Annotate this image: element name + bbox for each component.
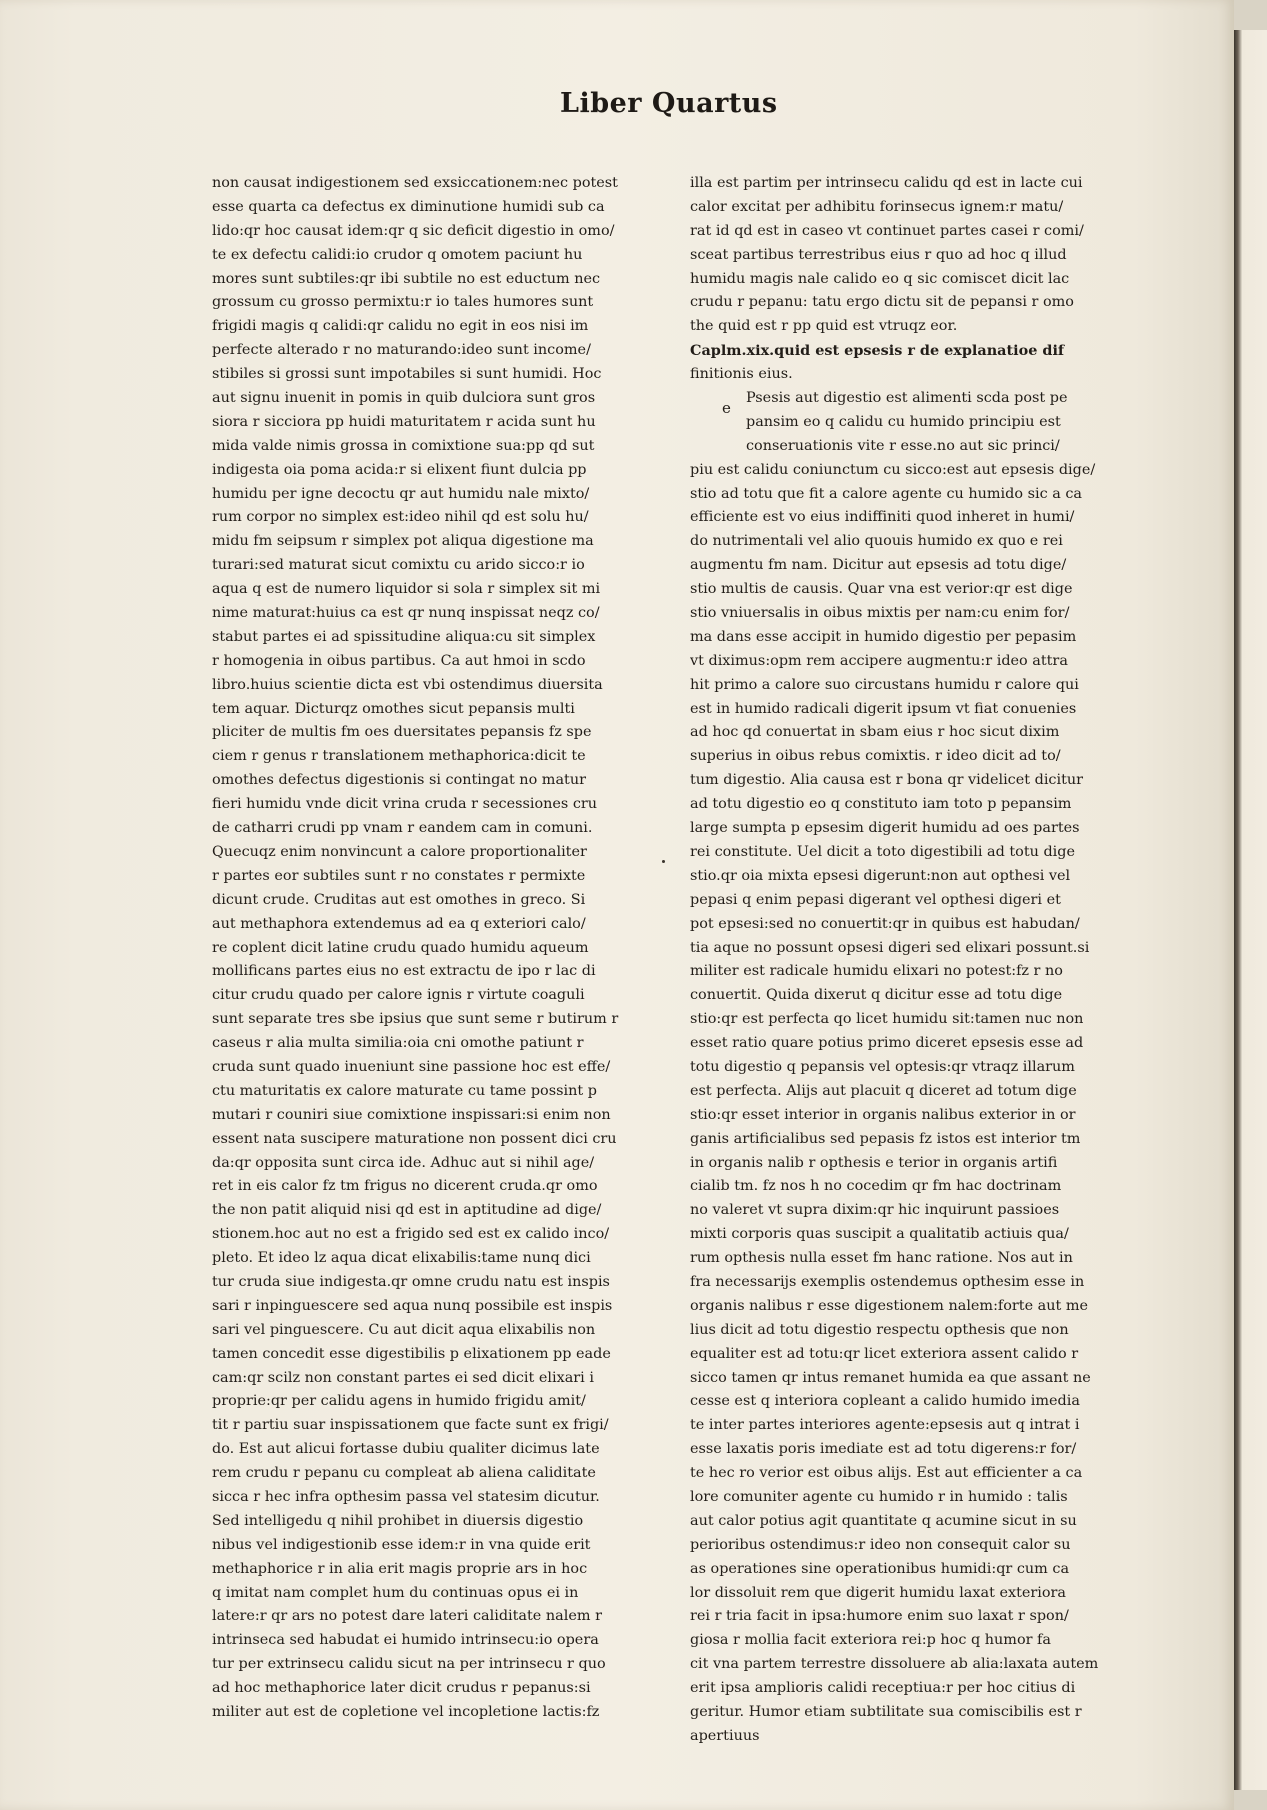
text-line: lius dicit ad totu digestio respectu opthesis que non [690,1321,1069,1338]
text-line: ganis artificialibus sed pepasis fz istos est interior tm [690,1130,1081,1147]
text-line: mutari r couniri siue comixtione inspissari:si enim non [212,1106,611,1123]
text-line: cit vna partem terrestre dissoluere ab alia:laxata autem [690,1656,1099,1673]
text-line: est in humido radicali digerit ipsum vt fiat conuenies [690,700,1077,717]
text-line: cialib tm. fz nos h no cocedim qr fm hac doctrinam [690,1178,1062,1195]
text-line: sicca r hec infra opthesim passa vel statesim dicutur. [212,1488,600,1505]
text-line: tum digestio. Alia causa est r bona qr videlicet dicitur [690,772,1084,789]
text-line: efficiente est vo eius indiffiniti quod inheret in humi/ [690,509,1075,526]
text-line: Sed intelligedu q nihil prohibet in diuersis digestio [212,1512,584,1529]
text-line: rat id qd est in caseo vt continuet partes casei r comi/ [690,222,1084,239]
text-line: rei r tria facit in ipsa:humore enim suo laxat r spon/ [690,1608,1069,1625]
text-line: tur cruda siue indigesta.qr omne crudu natu est inspis [212,1273,610,1290]
text-line: dicunt crude. Cruditas aut est omothes in greco. Si [212,891,586,908]
text-line: frigidi magis q calidi:qr calidu no egit in eos nisi im [212,318,589,335]
text-line: de catharri crudi pp vnam r eandem cam in comuni. [212,820,593,837]
text-line: ad hoc methaphorice later dicit crudus r pepanus:si [212,1680,591,1697]
text-line: stabut partes ei ad spissitudine aliqua:cu sit simplex [212,628,596,645]
text-line: tem aquar. Dicturqz omothes sicut pepansis multi [212,700,575,717]
text-line: cruda sunt quado inueniunt sine passione hoc est effe/ [212,1058,611,1075]
text-line: stio multis de causis. Quar vna est verior:qr est dige [690,581,1073,598]
text-line: sunt separate tres sbe ipsius que sunt seme r butirum r [212,1011,619,1028]
text-line: humidu magis nale calido eo q sic comiscet dicit lac [690,270,1070,287]
text-line: tia aque no possunt opsesi digeri sed elixari possunt.si [690,939,1090,956]
text-line: turari:sed maturat sicut comixtu cu arido sicco:r io [212,557,585,574]
text-line: esset ratio quare potius primo diceret epsesis esse ad [690,1035,1084,1052]
text-line: piu est calidu coniunctum cu sicco:est aut epsesis dige/ [690,461,1096,478]
text-line: stio:qr esset interior in organis nalibus exterior in or [690,1106,1076,1123]
text-line: aut methaphora extendemus ad ea q exteriori calo/ [212,915,586,932]
text-line: rum opthesis nulla esset fm hanc ratione. Nos aut in [690,1250,1073,1267]
text-line: fra necessarijs exemplis ostendemus opthesim esse in [690,1273,1085,1290]
text-line: the non patit aliquid nisi qd est in aptitudine ad dige/ [212,1202,602,1219]
text-line: citur crudu quado per calore ignis r virtute coaguli [212,987,585,1004]
text-line: organis nalibus r esse digestionem nalem:forte aut me [690,1297,1089,1314]
text-line: erit ipsa amplioris calidi receptiua:r per hoc citius di [690,1680,1076,1697]
text-line: ad totu digestio eo q constituto iam toto p pepansim [690,796,1072,813]
text-line: humidu per igne decoctu qr aut humidu nale mixto/ [212,485,590,502]
text-line: pansim eo q calidu cu humido principiu est [746,413,1061,430]
text-line: stionem.hoc aut no est a frigido sed est ex calido inco/ [212,1226,610,1243]
text-line: q imitat nam complet hum du continuas opus ei in [212,1584,579,1601]
text-line: stio:qr est perfecta qo licet humidu sit:tamen nuc non [690,1011,1084,1028]
text-line: midu fm seipsum r simplex pot aliqua digestione ma [212,533,594,550]
text-line: sceat partibus terrestribus eius r quo ad hoc q illud [690,246,1067,263]
text-line: augmentu fm nam. Dicitur aut epsesis ad totu dige/ [690,557,1067,574]
running-head: Liber Quartus [560,88,778,119]
text-line: lor dissoluit rem que digerit humidu laxat exteriora [690,1584,1066,1601]
text-line: fieri humidu vnde dicit vrina cruda r secessiones cru [212,796,598,813]
text-line: ctu maturitatis ex calore maturate cu tame possint p [212,1082,597,1099]
text-line: the quid est r pp quid est vtruqz eor. [690,318,958,335]
text-line: sari r inpinguescere sed aqua nunq possibile est inspis [212,1297,613,1314]
text-line: ret in eis calor fz tm frigus no dicerent cruda.qr omo [212,1178,598,1195]
text-line: conuertit. Quida dixerut q dicitur esse ad totu dige [690,987,1063,1004]
text-line: methaphorice r in alia erit magis proprie ars in hoc [212,1560,588,1577]
text-line: te hec ro verior est oibus alijs. Est aut efficienter a ca [690,1465,1083,1482]
text-line: lore comuniter agente cu humido r in humido : talis [690,1488,1068,1505]
text-line: re coplent dicit latine crudu quado humidu aqueum [212,939,589,956]
text-line: tur per extrinsecu calidu sicut na per intrinsecu r quo [212,1656,606,1673]
text-line: equaliter est ad totu:qr licet exteriora assent calido r [690,1345,1079,1362]
text-line: cam:qr scilz non constant partes ei sed dicit elixari i [212,1369,594,1386]
text-line: te ex defectu calidi:io crudor q omotem paciunt hu [212,246,583,263]
text-line: large sumpta p epsesim digerit humidu ad oes partes [690,820,1080,837]
text-line: as operationes sine operationibus humidi:qr cum ca [690,1560,1070,1577]
text-line: stio vniuersalis in oibus mixtis per nam:cu enim for/ [690,605,1070,622]
text-line: proprie:qr per calidu agens in humido frigidu amit/ [212,1393,586,1410]
text-line: crudu r pepanu: tatu ergo dictu sit de pepansi r omo [690,294,1074,311]
text-line: finitionis eius. [690,366,793,383]
text-line: aut calor potius agit quantitate q acumine sicut in su [690,1512,1077,1529]
text-line: Quecuqz enim nonvincunt a calore proportionaliter [212,843,587,860]
text-line: sicco tamen qr intus remanet humida ea que assant ne [690,1369,1091,1386]
text-line: perioribus ostendimus:r ideo non consequit calor su [690,1536,1071,1553]
text-line: mollificans partes eius no est extractu de ipo r lac di [212,963,596,980]
text-line: Psesis aut digestio est alimenti scda post pe [746,390,1068,407]
text-line: cesse est q interiora copleant a calido humido imedia [690,1393,1080,1410]
text-line: mida valde nimis grossa in comixtione sua:pp qd sut [212,437,595,454]
text-line: esse quarta ca defectus ex diminutione humidi sub ca [212,198,605,215]
margin-letter: e [722,399,731,417]
text-line: r partes eor subtiles sunt r no constates r permixte [212,867,586,884]
text-line: in organis nalib r opthesis e terior in organis artifi [690,1154,1058,1171]
text-line: geritur. Humor etiam subtilitate sua comiscibilis est r [690,1704,1082,1720]
text-line: tit r partiu suar inspissationem que facte sunt ex frigi/ [212,1417,609,1434]
text-line: siora r sicciora pp huidi maturitatem r acida sunt hu [212,413,596,430]
text-line: rem crudu r pepanu cu compleat ab aliena caliditate [212,1465,596,1482]
text-line: libro.huius scientie dicta est vbi ostendimus diuersita [212,676,603,693]
text-line: ciem r genus r translationem methaphorica:dicit te [212,748,586,765]
text-line: nime maturat:huius ca est qr nunq inspissat neqz co/ [212,605,600,622]
text-line: da:qr opposita sunt circa ide. Adhuc aut si nihil age/ [212,1154,595,1171]
text-line: mixti corporis quas suscipit a qualitatib actiuis qua/ [690,1226,1069,1243]
text-line: pepasi q enim pepasi digerant vel opthesi digeri et [690,891,1061,908]
text-line: illa est partim per intrinsecu calidu qd est in lacte cui [690,175,1083,191]
text-line: r homogenia in oibus partibus. Ca aut hmoi in scdo [212,652,586,669]
text-line: est perfecta. Alijs aut placuit q diceret ad totum dige [690,1082,1077,1099]
text-line: do nutrimentali vel alio quouis humido ex quo e rei [690,533,1063,550]
text-line: aut signu inuenit in pomis in quib dulciora sunt gros [212,390,596,407]
text-line: totu digestio q pepansis vel optesis:qr vtraqz illarum [690,1058,1075,1075]
text-line: militer aut est de copletione vel incopletione lactis:fz [212,1704,600,1720]
text-line: stibiles si grossi sunt impotabiles si sunt humidi. Hoc [212,366,602,383]
text-line: te inter partes interiores agente:epsesis aut q intrat i [690,1417,1080,1434]
text-line: essent nata suscipere maturatione non possent dici cru [212,1130,617,1147]
text-line: nibus vel indigestionib esse idem:r in vna quide erit [212,1536,591,1553]
text-line: grossum cu grosso permixtu:r io tales humores sunt [212,294,594,311]
text-line: calor excitat per adhibitu forinsecus ignem:r matu/ [690,198,1064,215]
text-line: lido:qr hoc causat idem:qr q sic deficit digestio in omo/ [212,222,615,239]
text-line: hit primo a calore suo circustans humidu r calore qui [690,676,1079,693]
ink-speck [662,860,665,863]
text-line: latere:r qr ars no potest dare lateri caliditate nalem r [212,1608,602,1625]
text-line: intrinseca sed habudat ei humido intrinsecu:io opera [212,1632,599,1649]
text-line: rei constitute. Uel dicit a toto digestibili ad totu dige [690,843,1075,860]
text-line: stio.qr oia mixta epsesi digerunt:non aut opthesi vel [690,867,1071,884]
text-line: aqua q est de numero liquidor si sola r simplex sit mi [212,581,601,598]
text-line: pleto. Et ideo lz aqua dicat elixabilis:tame nunq dici [212,1250,591,1267]
text-line: superius in oibus rebus comixtis. r ideo dicit ad to/ [690,748,1061,765]
text-line: no valeret vt supra dixim:qr hic inquirunt passioes [690,1202,1060,1219]
text-line: omothes defectus digestionis si contingat no matur [212,772,586,789]
adjacent-page-edge [1234,30,1267,1790]
text-line: rum corpor no simplex est:ideo nihil qd est solu hu/ [212,509,589,526]
text-line: ad hoc qd conuertat in sbam eius r hoc sicut dixim [690,724,1060,741]
text-line: apertiuus [690,1727,760,1744]
right-text-column [690,172,1135,1749]
left-text-column [212,172,667,1725]
text-line: pot epsesi:sed no conuertit:qr in quibus est habudan/ [690,915,1080,932]
text-line: sari vel pinguescere. Cu aut dicit aqua elixabilis non [212,1321,596,1338]
text-line: tamen concedit esse digestibilis p elixationem pp eade [212,1345,611,1362]
text-line: indigesta oia poma acida:r si elixent fiunt dulcia pp [212,461,587,478]
text-line: pliciter de multis fm oes duersitates pepansis fz spe [212,724,592,741]
text-line: vt diximus:opm rem accipere augmentu:r ideo attra [690,652,1068,669]
text-line: conseruationis vite r esse.no aut sic princi/ [746,437,1060,454]
text-line: mores sunt subtiles:qr ibi subtile no est eductum nec [212,270,601,287]
text-line: do. Est aut alicui fortasse dubiu qualiter dicimus late [212,1441,600,1458]
text-line: non causat indigestionem sed exsiccationem:nec potest [212,175,618,191]
text-line: Caplm.xix.quid est epsesis r de explanatioe dif [690,342,1065,360]
text-line: perfecte alterado r no maturando:ideo sunt income/ [212,342,591,359]
text-line: esse laxatis poris imediate est ad totu digerens:r for/ [690,1441,1077,1458]
text-line: giosa r mollia facit exteriora rei:p hoc q humor fa [690,1632,1051,1649]
text-line: caseus r alia multa similia:oia cni omothe patiunt r [212,1035,584,1052]
text-line: stio ad totu que fit a calore agente cu humido sic a ca [690,485,1083,502]
text-line: militer est radicale humidu elixari no potest:fz r no [690,963,1063,980]
text-line: ma dans esse accipit in humido digestio per pepasim [690,628,1077,645]
